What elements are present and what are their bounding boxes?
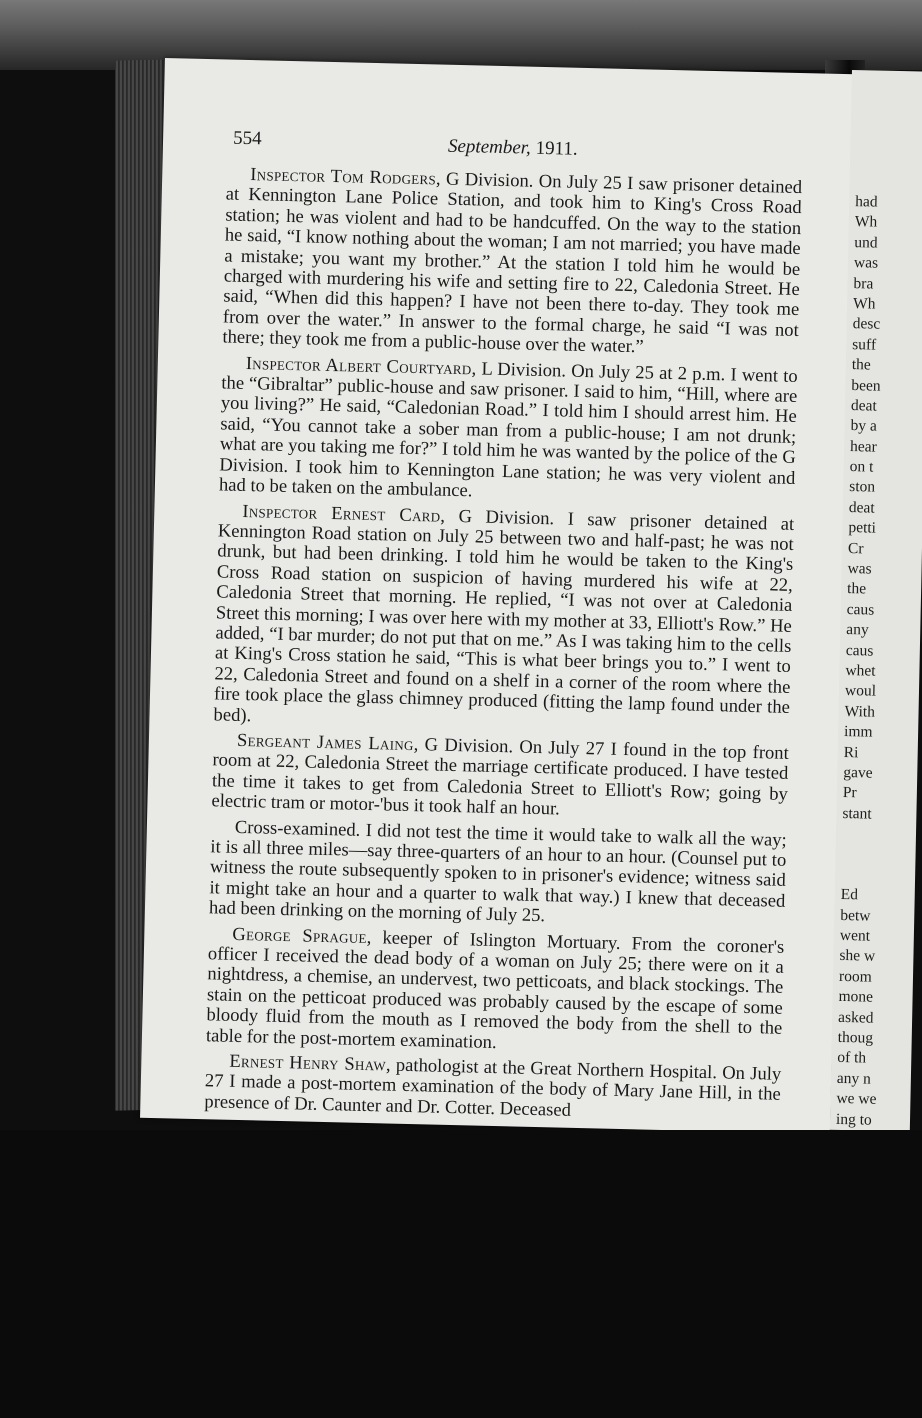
facing-page-line: Pr [842,784,857,802]
witness-name: Inspector Albert Courtyard [245,352,472,379]
paragraph [204,1051,781,1126]
facing-page-line: Ed [840,886,859,904]
facing-page-line: stant [842,804,872,823]
paragraph-text: , L Division. On July 25 at 2 p.m. I went to the “Gibraltar” public-house and saw prisoner. I said to him, “Hill, where are you living?” He said, “Caledonian Road.” I told him I should arrest him. He said, “You cannot take a sober man from a public-house; I am not drunk; what are you taking me for?” I told him he was wanted by the police of the G Division. I took him to Kennington Lane station; he was very violent and had to be taken on the ambulance. [218,357,798,502]
paragraph [213,501,794,739]
facing-page-line: gave [843,763,873,782]
facing-page-line: suff [852,335,877,354]
facing-page-line: the [846,580,867,598]
witness-name: Sergeant James Laing [236,729,414,756]
facing-page-line: ston [849,478,876,497]
paragraph [211,730,789,825]
facing-page-line [841,865,915,887]
facing-page-line: petti [848,519,877,537]
facing-page-line: went [839,927,871,945]
facing-page-line: deat [848,498,875,517]
facing-page-line: With [844,702,876,721]
facing-page-line [842,824,916,846]
facing-page-text [834,192,922,1213]
facing-page-line: room [838,967,872,986]
facing-page-line: Ri [843,743,859,761]
facing-page-line: thoug [837,1028,874,1047]
facing-page-line: bra [853,274,874,293]
scan-bottom-margin [0,1130,922,1418]
facing-page-line: of th [837,1049,867,1067]
paragraph [222,164,802,361]
paragraph-text: , G Division. On July 25 I saw prisoner detained at Kennington Lane Police Station, and took him to King's Cross Road station; he was violent and had to be handcuffed. On the way to the station he said, “I know nothing about the woman; I am not married; you have made a mistake; you want my brother.” At the station I told him he would be charged with murdering his wife and setting fire to 22, Caledonia Street. He said, “When did this happen? I have not been there to-day. They took me from over the water.” In answer to the formal charge, he said “I was not there; they took me from a public-house over the water.” [222,168,803,358]
facing-page-line: deat [850,396,877,415]
witness-name: Inspector Tom Rodgers [250,164,437,190]
paragraph [209,817,787,933]
paragraph-text: , pathologist at the Great Northern Hospital. On July 27 I made a post-mortem examination of the body of Mary Jane Hill, in the presence of Dr. Caunter and Dr. Cotter. Deceased [204,1054,782,1121]
running-head-month: September, [447,135,532,159]
facing-page-line: had [855,193,878,211]
facing-page-line: whet [845,661,876,680]
page-body [204,164,802,1131]
paragraph-text: Cross-examined. I did not test the time it would take to walk all the way; it is all three miles—say three-quarters of an hour to an hour. (Counsel put to witness the route subsequently spoken to in prisoner's evidence; witness said it might take an hour and a quarter to walk that way.) I knew that deceased had been drinking on the morning of July 25. [208,816,787,927]
facing-page-line: betw [840,906,871,925]
paragraph-text: , keeper of Islington Mortuary. From the coroner's officer I received the dead body of a woman on July 25; there were on it a nightdress, a chemise, an undervest, two petticoats, and black stockings. The stain on the petticoat produced was probably caused by the escape of some bloody fluid from the mouth as I removed the body from the shell to the table for the post-mortem examination. [205,926,785,1053]
facing-page-line: und [854,233,878,252]
facing-page-line: caus [845,641,874,660]
witness-name: Ernest Henry Shaw [229,1050,387,1076]
page-header [233,128,794,171]
paragraph-text: , G Division. On July 27 I found in the top front room at 22, Caledonia Street the marriage certificate produced. I have tested the time it takes to get from Caledonia Street to Elliott's Row; going by electric tram or motor-'bus it took half an hour. [211,734,790,820]
paragraph-text: , G Division. I saw prisoner detained at Kennington Road station on July 25 between two and half-past; he was not drunk, but had been drinking. I told him he would be taken to the King's Cross Road station on suspicion of having murdered his wife at 22, Caledonia Street that morning. He replied, “I was not over at Caledonia Street this morning; I was over here with my mother at 33, Elliott's Row.” He added, “I bar murder; do not put that on me.” As I was taking him to the cells at King's Cross station he said, “This is what beer brings you to.” I went to 22, Caledonia Street and found on a shelf in a corner of the room where the fire took place the glass chimney produced (fitting the lamp found under the bed). [213,505,795,726]
facing-page-line: Wh [852,295,876,313]
facing-page-line: hear [849,437,877,456]
witness-name: Inspector Ernest Card [242,500,441,527]
page-number: 554 [232,127,262,150]
facing-page-line [841,844,915,866]
running-head-year: 1911. [535,137,578,160]
paragraph [219,353,798,509]
facing-page-line: the [851,356,871,374]
facing-page-line: we we [836,1090,877,1108]
facing-page-line: woul [844,682,877,701]
facing-page-line: desc [852,315,881,333]
facing-page-line: was [853,254,879,272]
facing-page-line: been [851,376,881,395]
running-head [448,136,578,161]
facing-page-line: was [847,560,872,578]
facing-page-line: Cr [847,539,864,557]
left-page [140,58,855,1134]
facing-page-line: any n [836,1069,872,1088]
facing-page-line: Wh [854,213,878,231]
paragraph [206,924,785,1060]
facing-page-line: caus [846,600,875,619]
witness-name: George Sprague [232,923,368,948]
facing-page-line: asked [837,1008,874,1027]
facing-page-line: by a [850,417,877,435]
facing-page-line: on t [849,458,874,476]
facing-page-line: imm [843,723,873,741]
facing-page-line: mone [838,988,874,1006]
facing-page-line: any [846,621,869,639]
facing-page-line: she w [839,947,876,966]
facing-page-line: ing to [835,1110,872,1129]
